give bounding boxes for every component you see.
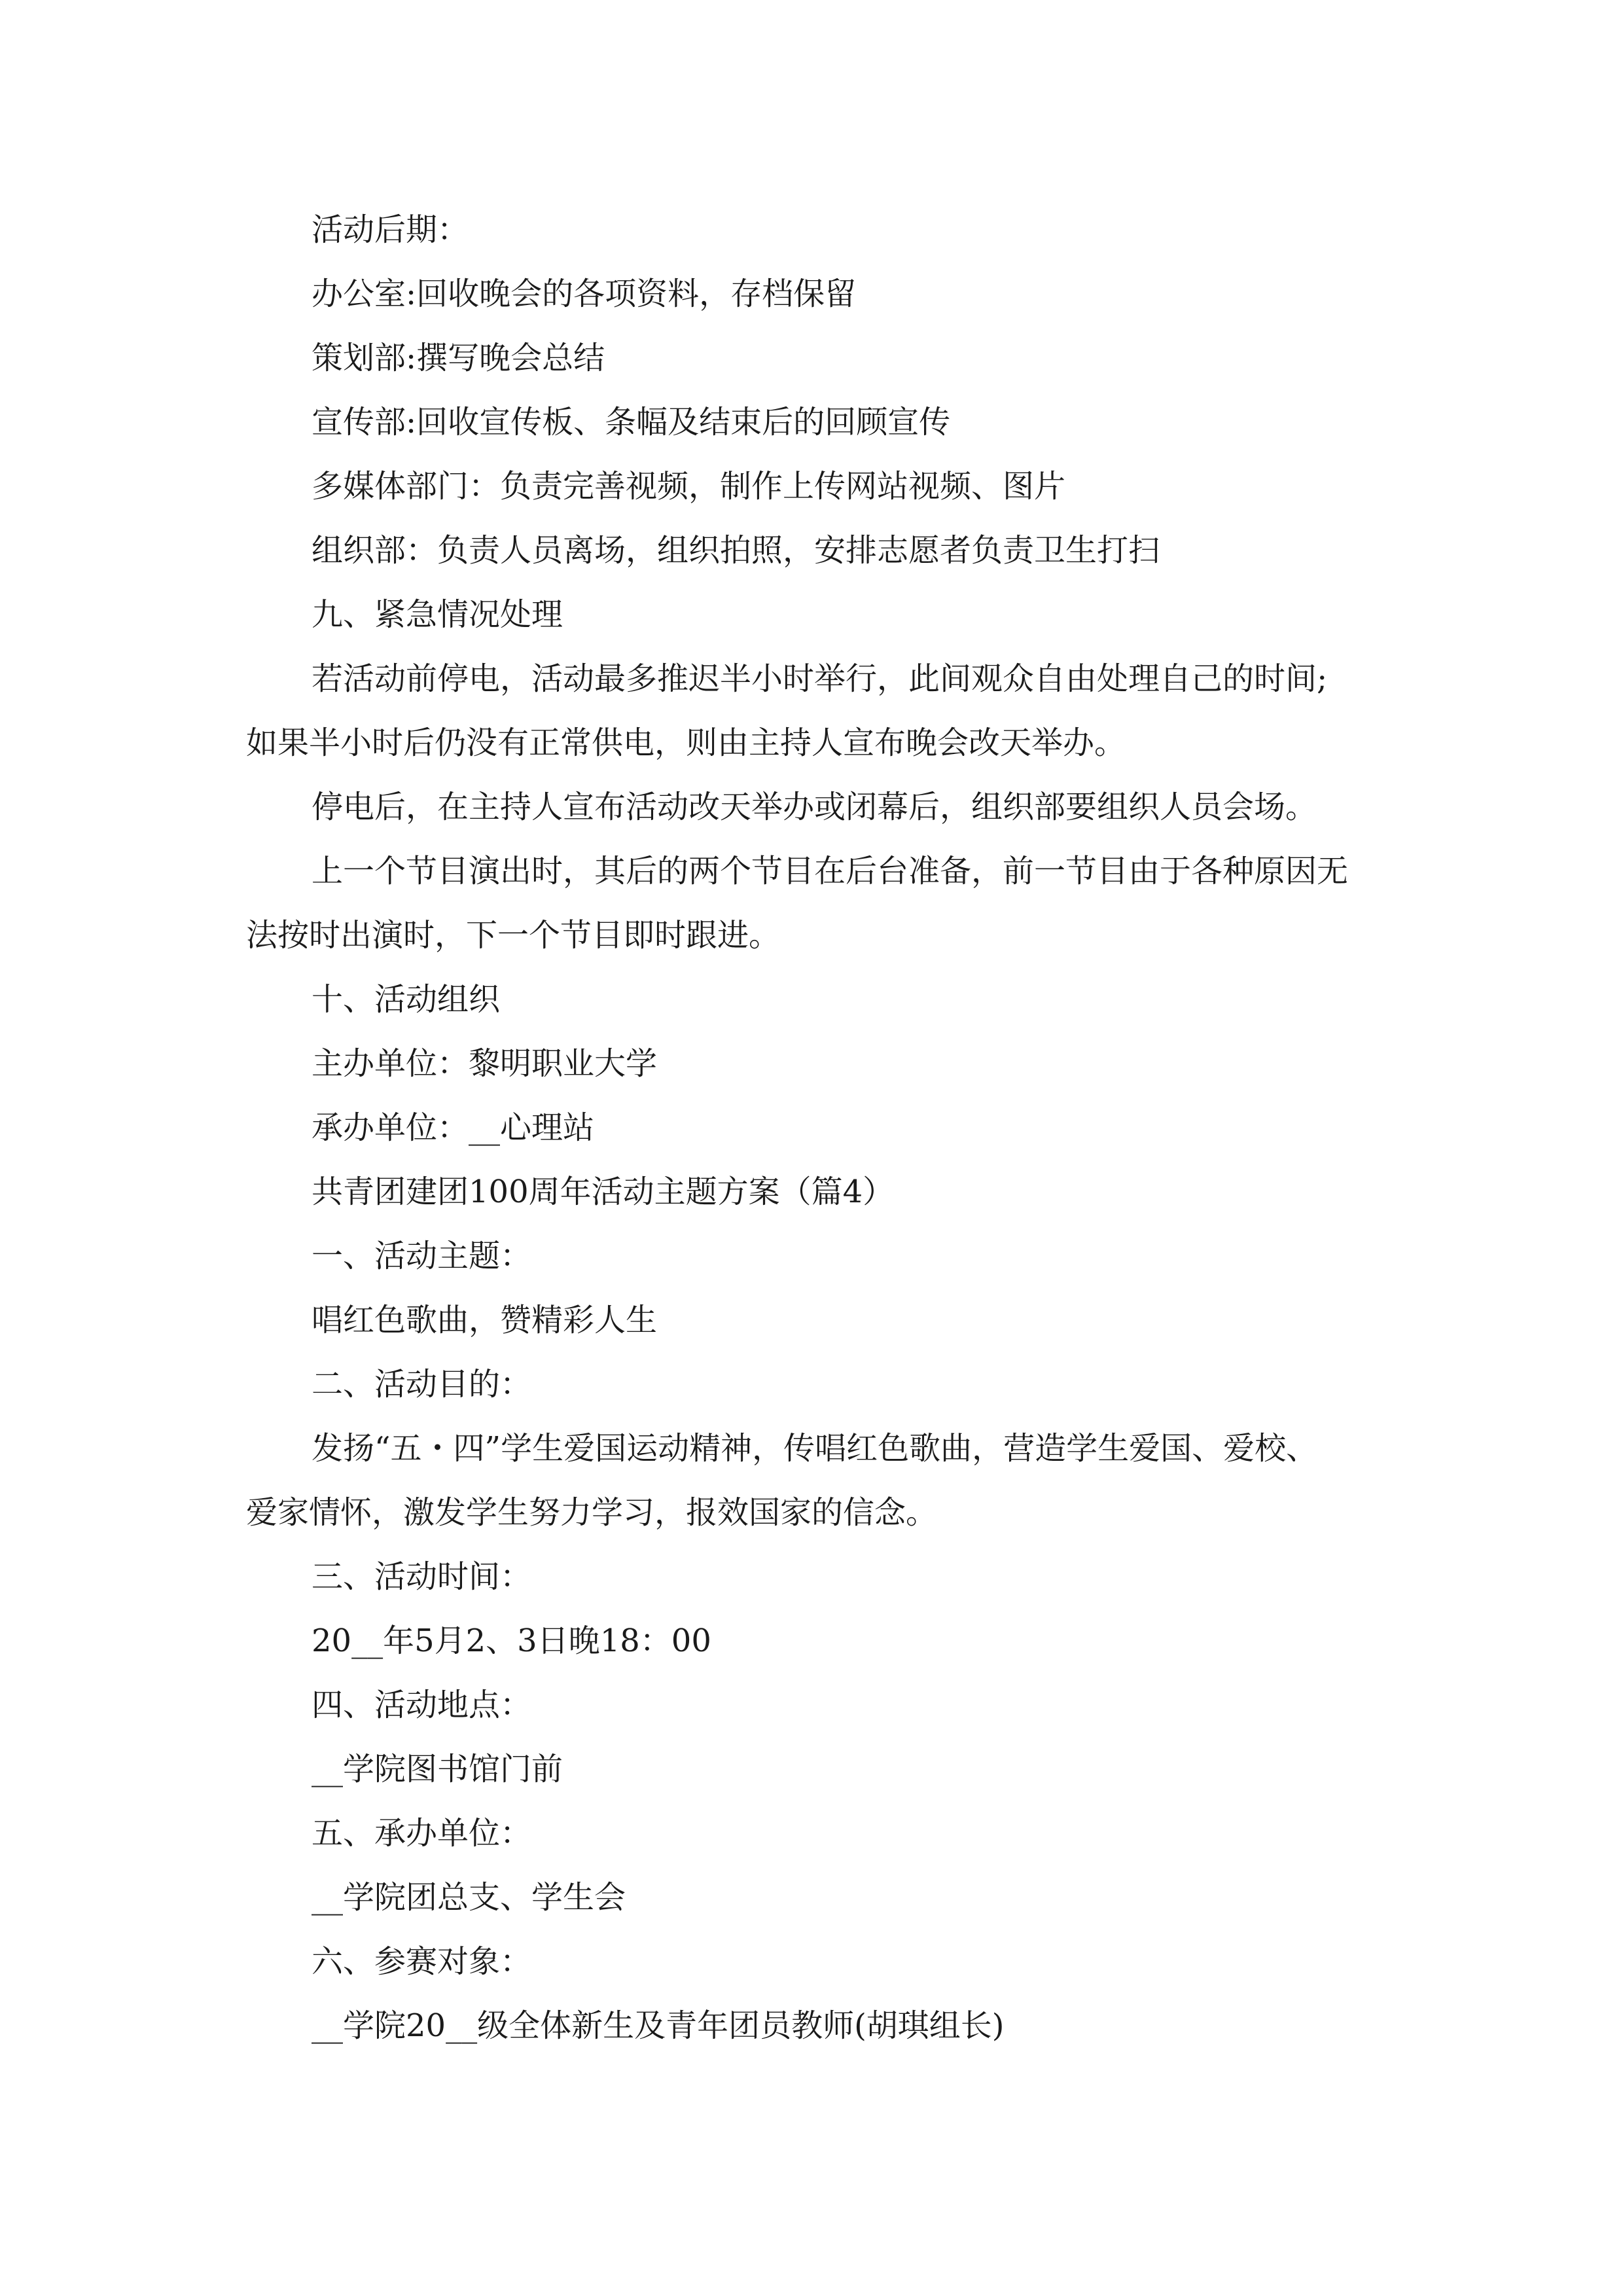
- text-line: 四、活动地点：: [312, 1687, 532, 1723]
- text-line: __学院团总支、学生会: [312, 1879, 626, 1916]
- text-line: 组织部：负责人员离场，组织拍照，安排志愿者负责卫生打扫: [312, 532, 1160, 569]
- text-line: 多媒体部门：负责完善视频，制作上传网站视频、图片: [312, 468, 1066, 505]
- text-line: 五、承办单位：: [312, 1815, 532, 1852]
- text-line: 十、活动组织: [312, 981, 501, 1018]
- text-line: 一、活动主题：: [312, 1238, 532, 1274]
- text-line: 唱红色歌曲，赞精彩人生: [312, 1302, 658, 1338]
- text-line: 二、活动目的：: [312, 1366, 532, 1403]
- text-line: 如果半小时后仍没有正常供电，则由主持人宣布晚会改天举办。: [246, 725, 1126, 761]
- text-line: 若活动前停电，活动最多推迟半小时举行，此间观众自由处理自己的时间;: [312, 660, 1328, 697]
- text-line: 爱家情怀，激发学生努力学习，报效国家的信念。: [246, 1494, 938, 1531]
- text-line: 上一个节目演出时，其后的两个节目在后台准备，前一节目由于各种原因无: [312, 853, 1349, 889]
- text-line: 活动后期：: [312, 211, 469, 248]
- document-body: [246, 198, 1398, 2058]
- text-line: 三、活动时间：: [312, 1558, 532, 1595]
- text-line: 六、参赛对象：: [312, 1943, 532, 1980]
- text-line: 承办单位：__心理站: [312, 1109, 595, 1146]
- text-line: 发扬“五・四”学生爱国运动精神，传唱红色歌曲，营造学生爱国、爱校、: [312, 1430, 1318, 1467]
- text-line: 主办单位：黎明职业大学: [312, 1045, 658, 1082]
- text-line: 法按时出演时，下一个节目即时跟进。: [246, 917, 781, 954]
- text-line: 停电后，在主持人宣布活动改天举办或闭幕后，组织部要组织人员会场。: [312, 789, 1317, 825]
- text-line: 20__年5月2、3日晚18：00: [312, 1623, 711, 1659]
- text-line: 策划部:撰写晚会总结: [312, 340, 605, 376]
- text-line: 共青团建团100周年活动主题方案（篇4）: [312, 1174, 895, 1210]
- text-line: __学院20__级全体新生及青年团员教师(胡琪组长): [312, 2007, 1005, 2044]
- text-line: 办公室:回收晚会的各项资料，存档保留: [312, 276, 857, 312]
- text-line: __学院图书馆门前: [312, 1751, 563, 1787]
- text-line: 宣传部:回收宣传板、条幅及结束后的回顾宣传: [312, 404, 951, 440]
- text-line: 九、紧急情况处理: [312, 596, 563, 633]
